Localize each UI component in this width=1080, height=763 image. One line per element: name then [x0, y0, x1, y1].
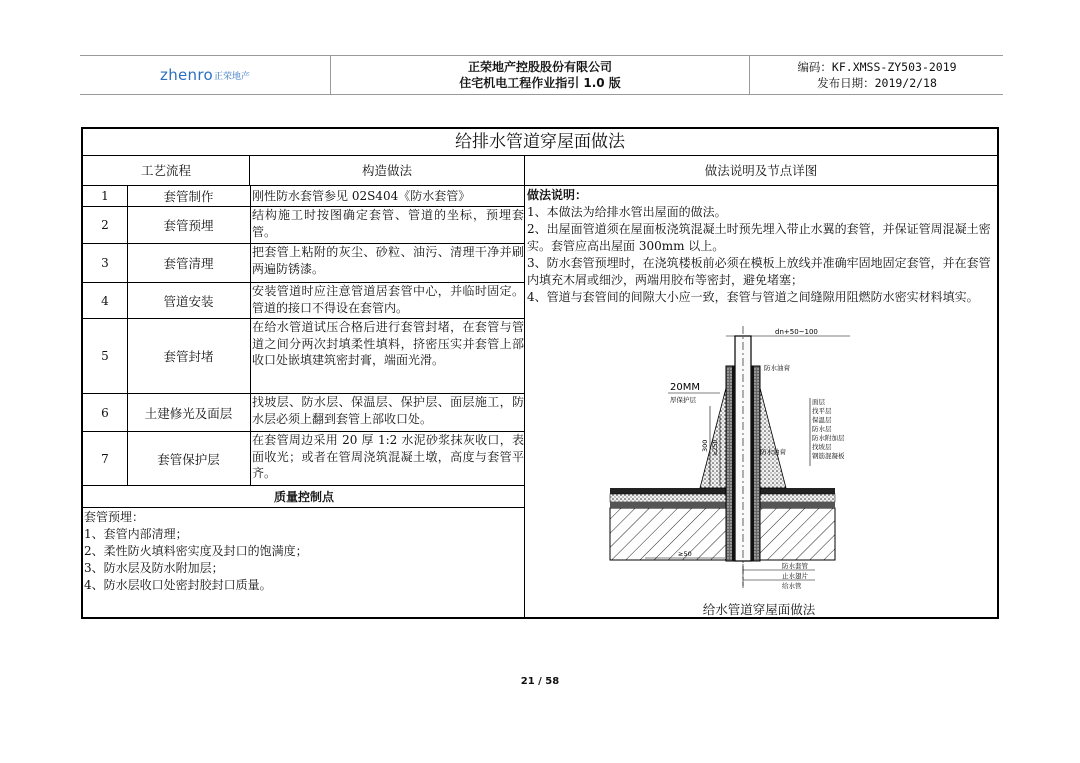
table-title: 给排水管道穿屋面做法 [83, 129, 997, 156]
row-step: 套管预埋 [127, 207, 251, 243]
thickness-label: 20MM [670, 382, 700, 393]
row-number: 1 [83, 186, 128, 206]
company-logo [80, 56, 330, 94]
row-number: 4 [83, 283, 128, 318]
concrete-slab [610, 508, 835, 560]
bottom-label: 止水翅片 [782, 572, 808, 580]
bottom-label: 防水套管 [782, 562, 808, 570]
layer-label: 面层 [812, 398, 825, 406]
surface-layer [610, 488, 835, 494]
figure-caption: 给水管道穿屋面做法 [702, 602, 816, 617]
row-step: 土建修光及面层 [127, 394, 251, 431]
column-header-method: 构造做法 [250, 155, 525, 186]
row-number: 5 [83, 319, 128, 393]
quality-control-heading: 质量控制点 [83, 486, 525, 508]
quality-control-list [83, 509, 524, 594]
filler-label: 防水油膏 [760, 448, 786, 456]
document-header [80, 55, 1003, 95]
layer-label: 找平层 [812, 407, 832, 415]
company-name: 正荣地产控股股份有限公司 [467, 60, 612, 74]
page-number: 21 / 58 [520, 676, 560, 687]
layer-label: 防水附加层 [812, 434, 845, 442]
doc-code: 编码：KF.XMSS-ZY503-2019 [797, 60, 957, 74]
quality-item: 3、防水层及防水附加层； [84, 561, 224, 575]
column-header-notes: 做法说明及节点详图 [525, 155, 997, 186]
quality-item: 2、柔性防火填料密实度及封口的饱满度； [84, 544, 308, 558]
dim-250: ≥250 [712, 439, 719, 456]
manual-name: 住宅机电工程作业指引 1.0 版 [459, 76, 621, 90]
row-description: 在给水管道试压合格后进行套管封堵，在套管与管道之间分两次封填柔性填料，挤密压实并套管上部收口处嵌填建筑密封膏，端面光滑。 [252, 320, 524, 367]
row-step: 套管封堵 [127, 319, 251, 393]
table-row [83, 283, 525, 319]
layer-label: 钢筋混凝板 [812, 452, 845, 460]
layer-label: 找坡层 [812, 443, 832, 451]
row-number: 2 [83, 207, 128, 243]
row-step: 套管制作 [127, 186, 251, 206]
row-description: 刚性防水套管参见 02S404《防水套管》 [252, 189, 471, 203]
layer-label: 防水层 [812, 425, 832, 433]
note-item: 1、本做法为给排水管出屋面的做法。 [527, 205, 727, 219]
thickness-sublabel: 厚保护层 [670, 396, 696, 404]
quality-item: 4、防水层收口处密封胶封口质量。 [84, 578, 272, 592]
row-step: 管道安装 [127, 283, 251, 318]
row-number: 7 [83, 432, 128, 485]
insulation-layer [610, 494, 835, 502]
dim-bottom: ≥50 [678, 550, 692, 558]
note-item: 2、出屋面管道须在屋面板浇筑混凝土时预先埋入带止水翼的套管，并保证管周混凝土密实。套管应高出屋面 300mm 以上。 [527, 222, 991, 253]
header-meta-cell [751, 56, 1003, 94]
table-row [83, 244, 525, 283]
header-title-cell [330, 56, 750, 94]
issue-date: 发布日期：2019/2/18 [817, 76, 937, 90]
waterproof-layer [610, 502, 835, 508]
table-row [83, 394, 525, 432]
table-row [83, 207, 525, 244]
dim-300: 300 [701, 439, 709, 452]
row-description: 安装管道时应注意管道居套管中心，并临时固定。管道的接口不得设在套管内。 [252, 284, 524, 315]
row-description: 把套管上粘附的灰尘、砂粒、油污、清理干净并刷两遍防锈漆。 [252, 245, 524, 276]
protection-mound-right [760, 388, 786, 488]
quality-item: 1、套管内部清理； [84, 527, 188, 541]
dim-top: dn+50~100 [775, 328, 818, 336]
bottom-label: 给水管 [782, 582, 802, 590]
quality-item: 套管预埋： [84, 510, 145, 524]
layer-label: 保温层 [812, 416, 832, 424]
logo-chinese: 正荣地产 [213, 71, 250, 82]
table-row [83, 319, 525, 394]
row-description: 找坡层、防水层、保温层、保护层、面层施工，防水层必须上翻到套管上部收口处。 [252, 395, 524, 426]
sleeve-wall-left [732, 366, 735, 561]
column-header-process: 工艺流程 [83, 155, 250, 186]
table-row [83, 432, 525, 486]
logo-english: zhenro [160, 66, 213, 84]
row-step: 套管保护层 [127, 432, 251, 485]
row-description: 结构施工时按图确定套管、管道的坐标，预埋套管。 [252, 208, 524, 239]
row-number: 3 [83, 244, 128, 282]
protection-mound-left [700, 388, 726, 488]
note-item: 3、防水套管预埋时，在浇筑楼板前必须在模板上放线并准确牢固地固定套管，并在套管内填充木屑或细沙，两端用胶布等密封，避免堵塞； [527, 256, 991, 287]
row-step: 套管清理 [127, 244, 251, 282]
node-detail-drawing [520, 326, 845, 596]
method-notes [526, 187, 998, 306]
notes-heading: 做法说明： [527, 188, 588, 202]
note-item: 4、管道与套管间的间隙大小应一致，套管与管道之间缝隙用阻燃防水密实材料填实。 [527, 290, 979, 304]
row-description: 在套管周边采用 20 厚 1:2 水泥砂浆抹灰收口，表面收光；或者在管周浇筑混凝土墩，高度与套管平齐。 [252, 433, 524, 480]
row-number: 6 [83, 394, 128, 431]
table-row [83, 186, 525, 207]
sealant-label: 防水油膏 [764, 364, 790, 372]
sleeve-wall-right [751, 366, 754, 561]
